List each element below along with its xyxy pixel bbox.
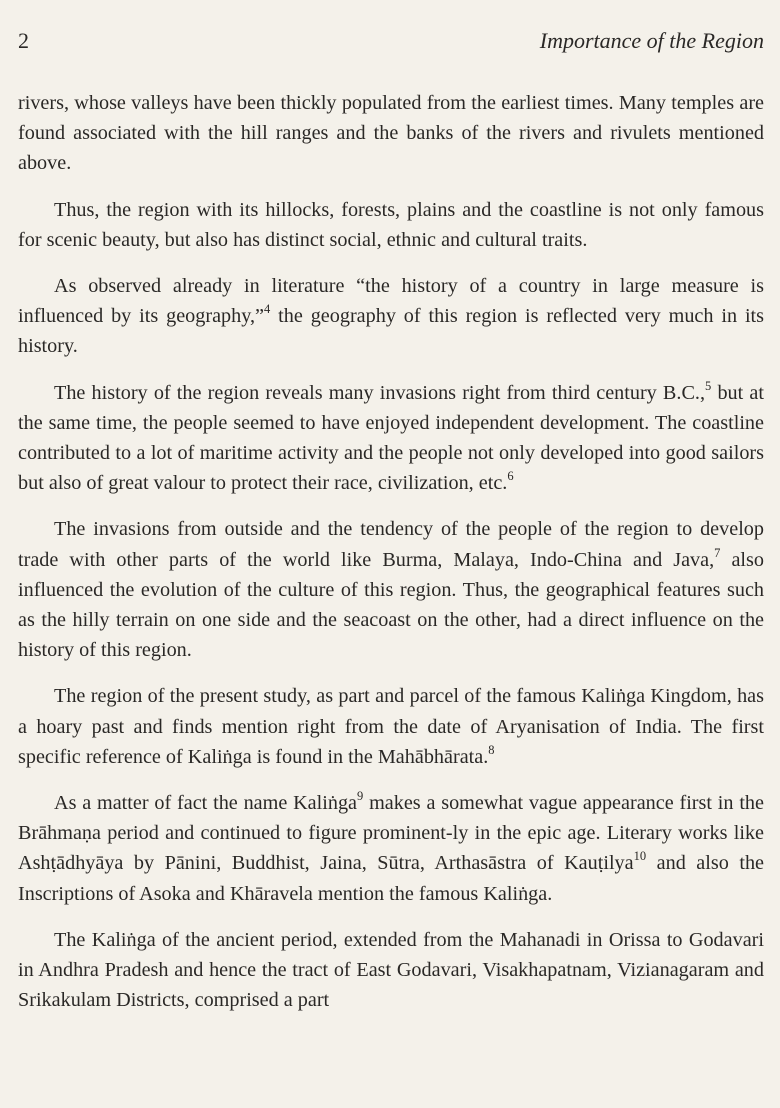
book-page	[18, 0, 764, 1108]
paragraph-text: As a matter of fact the name Kaliṅga	[54, 792, 357, 815]
paragraph	[18, 681, 764, 772]
body-text	[18, 88, 764, 1031]
paragraph-text: the geography of this region is reflected very much in its history.	[18, 305, 765, 358]
paragraph-text: The invasions from outside and the tendency of the people of the region to develop trade with other parts of the world like Burma, Malaya, Indo-China and Java,	[18, 518, 764, 571]
footnote-marker[interactable]: 6	[507, 469, 514, 484]
paragraph	[18, 88, 764, 179]
paragraph-text: rivers, whose valleys have been thickly populated from the earliest times. Many temples are found associated with the hill ranges and the banks of the rivers and rivulets mentioned above.	[18, 92, 764, 175]
paragraph	[18, 271, 764, 362]
paragraph-text: also influenced the evolution of the culture of this region. Thus, the geographical features such as the hilly terrain on one side and the seacoast on the other, had a direct influence on the history of this region.	[18, 548, 764, 662]
page-header	[18, 28, 764, 60]
running-title: Importance of the Region	[539, 28, 764, 53]
paragraph	[18, 514, 764, 665]
footnote-marker[interactable]: 7	[714, 545, 721, 560]
paragraph	[18, 378, 764, 499]
footnote-marker[interactable]: 4	[264, 302, 271, 317]
paragraph-text: The Kaliṅga of the ancient period, extended from the Mahanadi in Orissa to Godavari in Andhra Pradesh and hence the tract of East Godavari, Visakhapatnam, Vizianagaram and Srikakulam Districts, comprised a part	[18, 928, 764, 1012]
paragraph-text: The history of the region reveals many invasions right from third century B.C.,	[54, 381, 706, 404]
paragraph-text: but at the same time, the people seemed to have enjoyed independent development. The coastline contributed to a lot of maritime activity and the people not only developed into good sailors but also of great valour to protect their race, civilization, etc.	[18, 381, 764, 495]
paragraph	[18, 788, 764, 909]
paragraph	[18, 925, 764, 1016]
paragraph-text: and also the Inscriptions of Asoka and Khāravela mention the famous Kaliṅga.	[18, 852, 764, 905]
footnote-marker[interactable]: 5	[705, 378, 712, 393]
footnote-marker[interactable]: 8	[488, 742, 495, 757]
paragraph-text: The region of the present study, as part and parcel of the famous Kaliṅga Kingdom, has a hoary past and finds mention right from the date of Aryanisation of India. The first specific reference of Kaliṅga is found in the Mahābhārata.	[18, 685, 764, 768]
paragraph-text: As observed already in literature “the history of a country in large measure is influenced by its geography,”	[18, 275, 764, 328]
paragraph-text: makes a somewhat vague appearance first in the Brāhmaṇa period and continued to figure prominent-ly in the epic age. Literary works like Ashṭādhyāya by Pānini, Buddhist, Jaina, Sūtra, Arthasāstra of Kauṭilya	[18, 792, 764, 875]
paragraph	[18, 195, 764, 255]
page-number: 2	[18, 28, 29, 53]
paragraph-text: Thus, the region with its hillocks, forests, plains and the coastline is not only famous for scenic beauty, but also has distinct social, ethnic and cultural traits.	[18, 198, 764, 251]
footnote-marker[interactable]: 9	[357, 789, 364, 804]
footnote-marker[interactable]: 10	[633, 849, 647, 864]
